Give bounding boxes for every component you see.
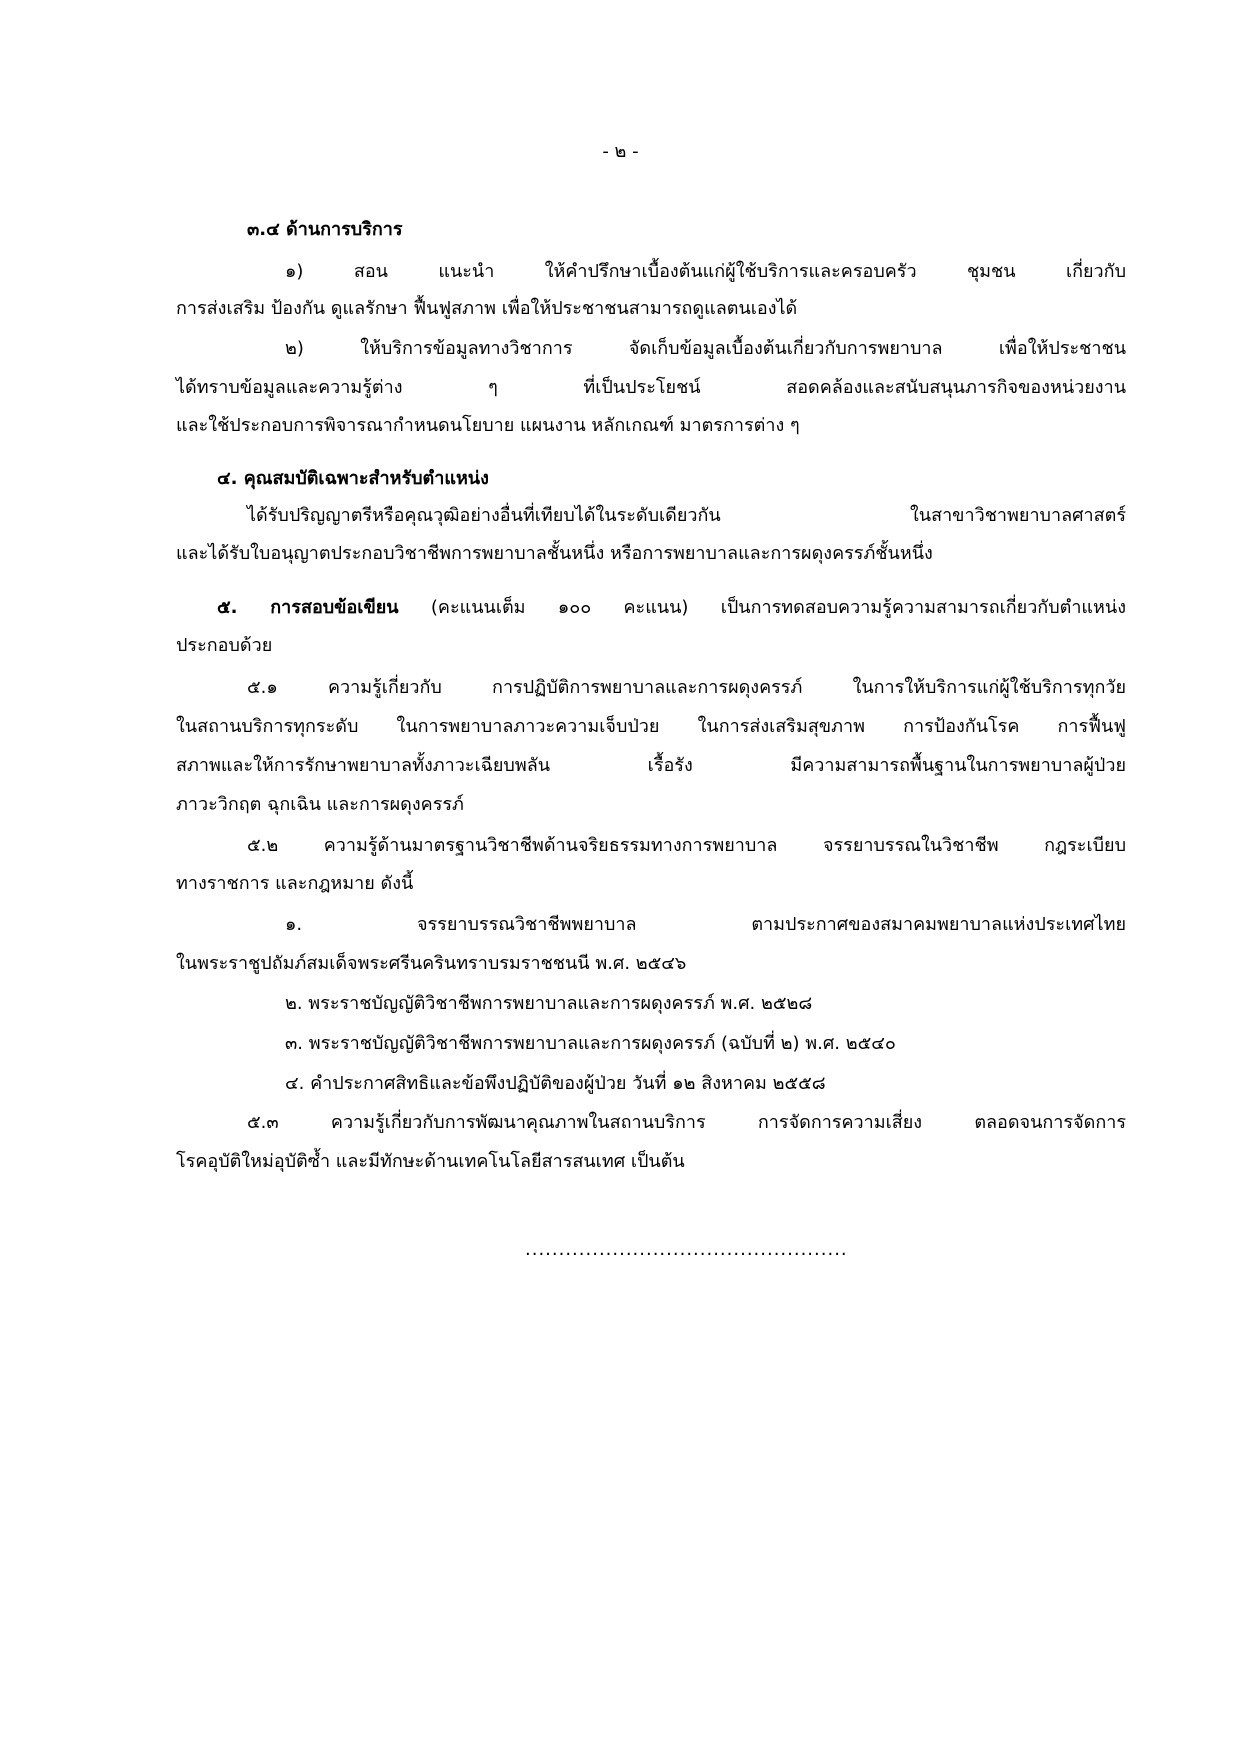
law-3: ๓. พระราชบัญญัติวิชาชีพการพยาบาลและการผดุงครรภ์ (ฉบับที่ ๒) พ.ศ. ๒๕๔๐ — [285, 1033, 896, 1054]
page-number: - ๒ - — [602, 141, 639, 162]
section-5-intro-rest: (คะแนนเต็ม ๑๐๐ คะแนน) เป็นการทดสอบความรู้ความสามารถเกี่ยวกับตำแหน่ง — [398, 597, 1126, 618]
section-5-1-line2: ในสถานบริการทุกระดับ ในการพยาบาลภาวะความเจ็บป่วย ในการส่งเสริมสุขภาพ การป้องกันโรค การฟื้นฟู — [176, 716, 1126, 737]
section-5-1-line3: สภาพและให้การรักษาพยาบาลทั้งภาวะเฉียบพลัน เรื้อรัง มีความสามารถพื้นฐานในการพยาบาลผู้ป่วย — [176, 755, 1126, 776]
section-5-intro-line2: ประกอบด้วย — [176, 635, 273, 656]
section-5-1-line4: ภาวะวิกฤต ฉุกเฉิน และการผดุงครรภ์ — [176, 794, 464, 815]
section-5-3-line1: ๕.๓ ความรู้เกี่ยวกับการพัฒนาคุณภาพในสถานบริการ การจัดการความเสี่ยง ตลอดจนการจัดการ — [247, 1112, 1126, 1133]
section-3-4-item2-line1: ๒) ให้บริการข้อมูลทางวิชาการ จัดเก็บข้อมูลเบื้องต้นเกี่ยวกับการพยาบาล เพื่อให้ประชาชน — [285, 338, 1126, 359]
section-5-2-line1: ๕.๒ ความรู้ด้านมาตรฐานวิชาชีพด้านจริยธรรมทางการพยาบาล จรรยาบรรณในวิชาชีพ กฎระเบียบ — [247, 835, 1126, 856]
section-5-3-line2: โรคอุบัติใหม่อุบัติซ้ำ และมีทักษะด้านเทคโนโลยีสารสนเทศ เป็นต้น — [176, 1151, 685, 1172]
section-3-4-item1-line1: ๑) สอน แนะนำ ให้คำปรึกษาเบื้องต้นแก่ผู้ใช้บริการและครอบครัว ชุมชน เกี่ยวกับ — [285, 261, 1126, 282]
section-3-4-heading: ๓.๔ ด้านการบริการ — [247, 219, 403, 240]
end-of-document-dots: ................................................ — [525, 1239, 848, 1260]
section-4-heading: ๔. คุณสมบัติเฉพาะสำหรับตำแหน่ง — [217, 468, 489, 489]
law-2: ๒. พระราชบัญญัติวิชาชีพการพยาบาลและการผดุงครรภ์ พ.ศ. ๒๕๒๘ — [285, 993, 813, 1014]
section-5-heading: ๕. การสอบข้อเขียน — [217, 597, 399, 618]
law-1-line1: ๑. จรรยาบรรณวิชาชีพพยาบาล ตามประกาศของสมาคมพยาบาลแห่งประเทศไทย — [285, 914, 1126, 935]
section-5-2-line2: ทางราชการ และกฎหมาย ดังนี้ — [176, 873, 414, 894]
section-4-line1: ได้รับปริญญาตรีหรือคุณวุฒิอย่างอื่นที่เทียบได้ในระดับเดียวกัน ในสาขาวิชาพยาบาลศาสตร์ — [247, 505, 1126, 526]
section-3-4-item2-line2: ได้ทราบข้อมูลและความรู้ต่าง ๆ ที่เป็นประโยชน์ สอดคล้องและสนับสนุนภารกิจของหน่วยงาน — [176, 377, 1126, 398]
section-4-line2: และได้รับใบอนุญาตประกอบวิชาชีพการพยาบาลชั้นหนึ่ง หรือการพยาบาลและการผดุงครรภ์ชั้นหนึ่ง — [176, 543, 933, 564]
law-4: ๔. คำประกาศสิทธิและข้อพึงปฏิบัติของผู้ป่วย วันที่ ๑๒ สิงหาคม ๒๕๕๘ — [285, 1073, 826, 1094]
section-5-intro-line1 — [217, 599, 1126, 617]
section-3-4-item1-line2: การส่งเสริม ป้องกัน ดูแลรักษา ฟื้นฟูสภาพ เพื่อให้ประชาชนสามารถดูแลตนเองได้ — [176, 298, 798, 319]
section-3-4-item2-line3: และใช้ประกอบการพิจารณากำหนดนโยบาย แผนงาน หลักเกณฑ์ มาตรการต่าง ๆ — [176, 415, 800, 436]
section-5-1-line1: ๕.๑ ความรู้เกี่ยวกับ การปฏิบัติการพยาบาลและการผดุงครรภ์ ในการให้บริการแก่ผู้ใช้บริการทุกวัย — [247, 677, 1126, 698]
law-1-line2: ในพระราชูปถัมภ์สมเด็จพระศรีนครินทราบรมราชชนนี พ.ศ. ๒๕๔๖ — [176, 953, 687, 974]
